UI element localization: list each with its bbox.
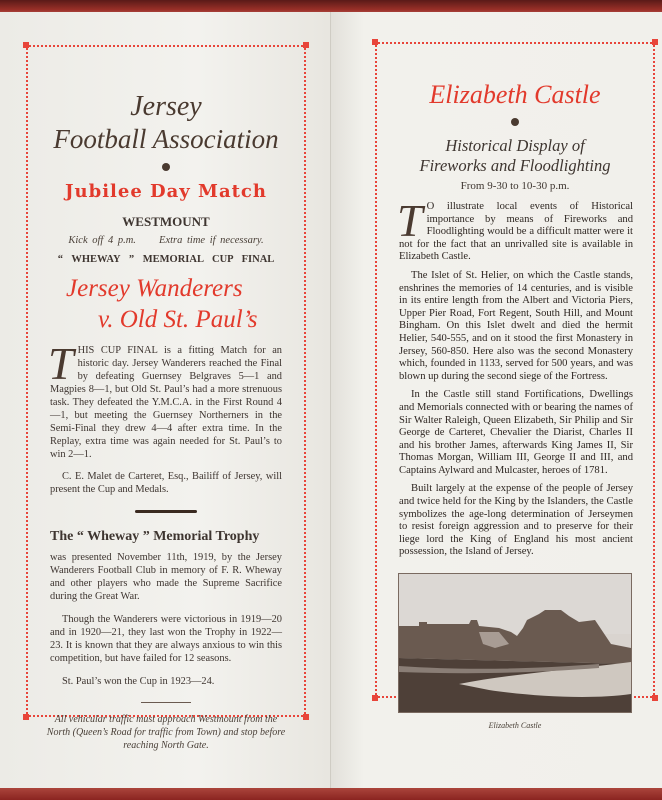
photo-caption: Elizabeth Castle [488,721,542,731]
fortifications-paragraph: In the Castle still stand Fortifications, Dwellings and Memorials connected with or bearing the names of Sir Walter Raleigh, Queen Elizabeth, Sir Philip and Sir George de Carteret, Chevalier the Diarist, Charles II and his brother James, afterwards King James II, Sir Thomas Morgan, William III, George II and III, and Captains Aylward and Mulcaster, heroes of 1781. [399,389,633,476]
bullet-dot-icon [162,163,170,171]
cup-final-heading: “ WHEWAY ” MEMORIAL CUP FINAL [57,254,275,265]
castle-photo-illustration [399,574,631,712]
corner-square-icon [23,42,29,48]
trophy-heading: The “ Wheway ” Memorial Trophy [50,529,260,544]
left-page [0,12,330,788]
subtitle-line-2: Fireworks and Floodlighting [419,156,611,175]
drop-cap: T [397,195,423,246]
castle-title: Elizabeth Castle [429,80,601,109]
trophy-paragraph: was presented November 11th, 1919, by the Jersey Wanderers Football Club in memory of F. R. Wheway and other players who made the Supreme Sacrifice during the Great War. [50,552,282,602]
corner-square-icon [303,714,309,720]
corner-square-icon [652,695,658,701]
history-paragraph: Though the Wanderers were victorious in 1919—20 and in 1920—21, they last won the Trophy in 1922—23. It is known that they are always anxious to win this competition, but have failed for 12 seasons. [50,614,282,664]
extra-time-note: Extra time if necessary. [159,235,264,246]
corner-square-icon [652,39,658,45]
divider-rule-thin [141,702,191,703]
subtitle-line-1: Historical Display of [445,136,585,155]
title-football-association: Football Association [53,124,279,154]
presenter-paragraph: C. E. Malet de Carteret, Esq., Bailiff of Jersey, will present the Cup and Medals. [50,471,282,495]
drop-cap: T [48,338,74,389]
event-title: Jubilee Day Match [65,181,267,202]
team-away: v. Old St. Paul’s [98,306,258,333]
right-page [331,12,662,788]
castle-intro-paragraph [397,195,633,264]
kickoff-time: Kick off 4 p.m. [68,235,136,246]
intro-text: HIS CUP FINAL is a fitting Match for an historic day. Jersey Wanderers reached the Final by defeating Guernsey Belgraves 5—1 and Magpies 8—1, but Old St. Paul’s had a more strenuous task. They defeated the Y.M.C.A. in the First Round 4—1, but meeting the Guernsey Northerners in the Semi-Final they drew 4—4 after extra time. In the Replay, extra time was again needed for St. Paul’s to win 2—1. [50,345,282,460]
display-time: From 9-30 to 10-30 p.m. [460,180,570,192]
corner-square-icon [23,714,29,720]
corner-square-icon [303,42,309,48]
islet-paragraph: The Islet of St. Helier, on which the Castle stands, enshrines the memories of 14 centuries, and is visible in its entire length from the Albert and Victoria Piers, Upper Pier Road, Fort Regent, South Hill, and Mount Bingham. On this Islet dwelt and died the hermit Helier, 540-555, and on it stood the first Monastery in Jersey, 560-850. Here also was the second Monastery which, founded in 1133, served for 500 years, and was blown up during the second siege of the Fortress. [399,269,633,382]
st-pauls-paragraph: St. Paul’s won the Cup in 1923—24. [62,676,215,687]
divider-rule [135,510,197,513]
booklet-cover-bottom-edge [0,786,662,800]
bullet-dot-icon [511,118,519,126]
right-dotted-border [375,42,655,731]
title-jersey: Jersey [130,91,202,122]
team-home: Jersey Wanderers [66,275,243,302]
left-dotted-border [26,45,306,751]
intro-paragraph [48,338,282,461]
venue: WESTMOUNT [122,214,210,229]
castle-intro-text: O illustrate local events of Historical importance by means of Fireworks and Floodlighting would be a difficult matter were it not for the fact that an unrivalled site is available in Elizabeth Castle. [399,201,633,263]
corner-square-icon [372,39,378,45]
corner-square-icon [372,695,378,701]
kickoff-line [28,235,304,246]
history-paragraph: Built largely at the expense of the people of Jersey and twice held for the King by the Islanders, the Castle symbolizes the age-long determination of Jerseymen to resist foreign aggression and to preserve for their liege lord the King of England his most ancient possession, the Island of Jersey. [399,483,633,558]
elizabeth-castle-photo [398,573,632,713]
traffic-note: All vehicular traffic must approach Westmount from the North (Queen’s Road for traffic from Town) and stop before reaching North Gate. [46,714,286,751]
